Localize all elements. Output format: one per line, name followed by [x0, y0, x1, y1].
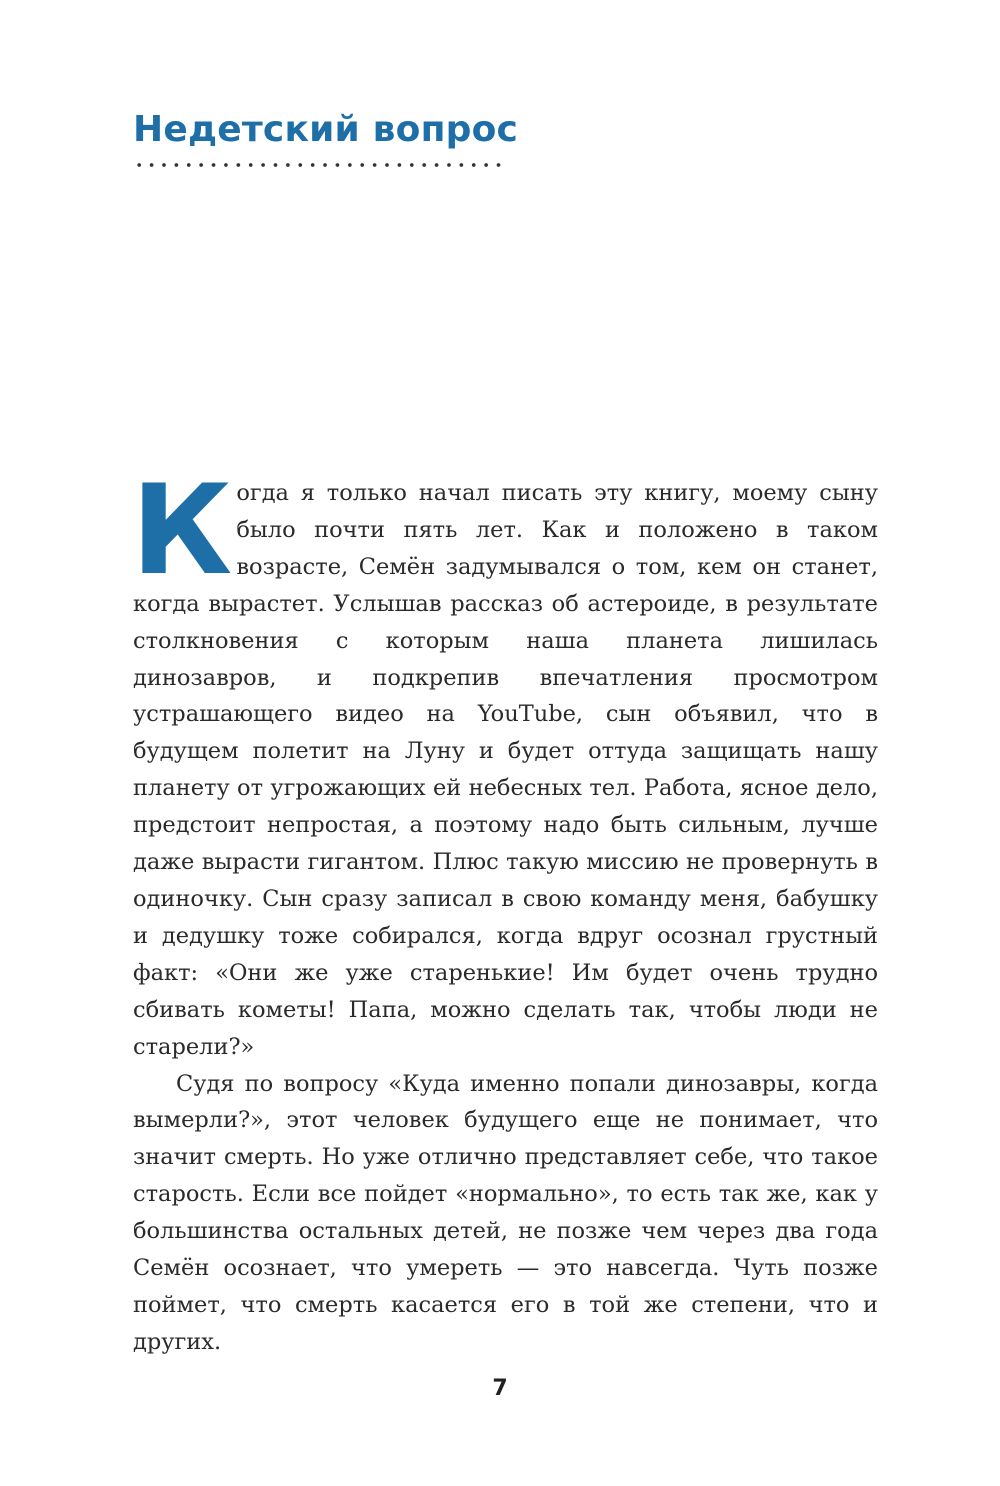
- chapter-title: Недетский вопрос: [133, 109, 519, 150]
- body-text: [131, 459, 878, 1361]
- drop-cap: К: [131, 459, 233, 603]
- paragraph-2: Судя по вопросу «Куда именно попали динозавры, когда вымерли?», этот человек будущего еще не понимает, что значит смерть. Но уже отлично представляет себе, что такое старость. Если все пойдет «нормально», то есть так же, как у большинства остальных детей, не позже чем через два года Семён осознает, что умереть — это навсегда. Чуть позже поймет, что смерть касается его в той же степени, что и других.: [133, 1070, 878, 1355]
- paragraph-1-text: огда я только начал писать эту книгу, моему сыну было почти пять лет. Как и положено в таком возрасте, Семён задумывался о том, кем он станет, когда вырастет. Услышав рассказ об астероиде, в результате столкновения с которым наша планета лишилась динозавров, и подкрепив впечатления просмотром устрашающего видео на YouTube, сын объявил, что в будущем полетит на Луну и будет оттуда защищать нашу планету от угрожающих ей небесных тел. Работа, ясное дело, предстоит непростая, а поэтому надо быть сильным, лучше даже вырасти гигантом. Плюс такую миссию не провернуть в одиночку. Сын сразу записал в свою команду меня, бабушку и дедушку тоже собирался, когда вдруг осознал грустный факт: «Они же уже старенькие! Им будет очень трудно сбивать кометы! Папа, можно сделать так, чтобы люди не старели?»: [133, 480, 878, 1060]
- title-dotted-rule: [133, 160, 505, 170]
- paragraph-1: [131, 459, 878, 1066]
- page-number: 7: [492, 1376, 508, 1401]
